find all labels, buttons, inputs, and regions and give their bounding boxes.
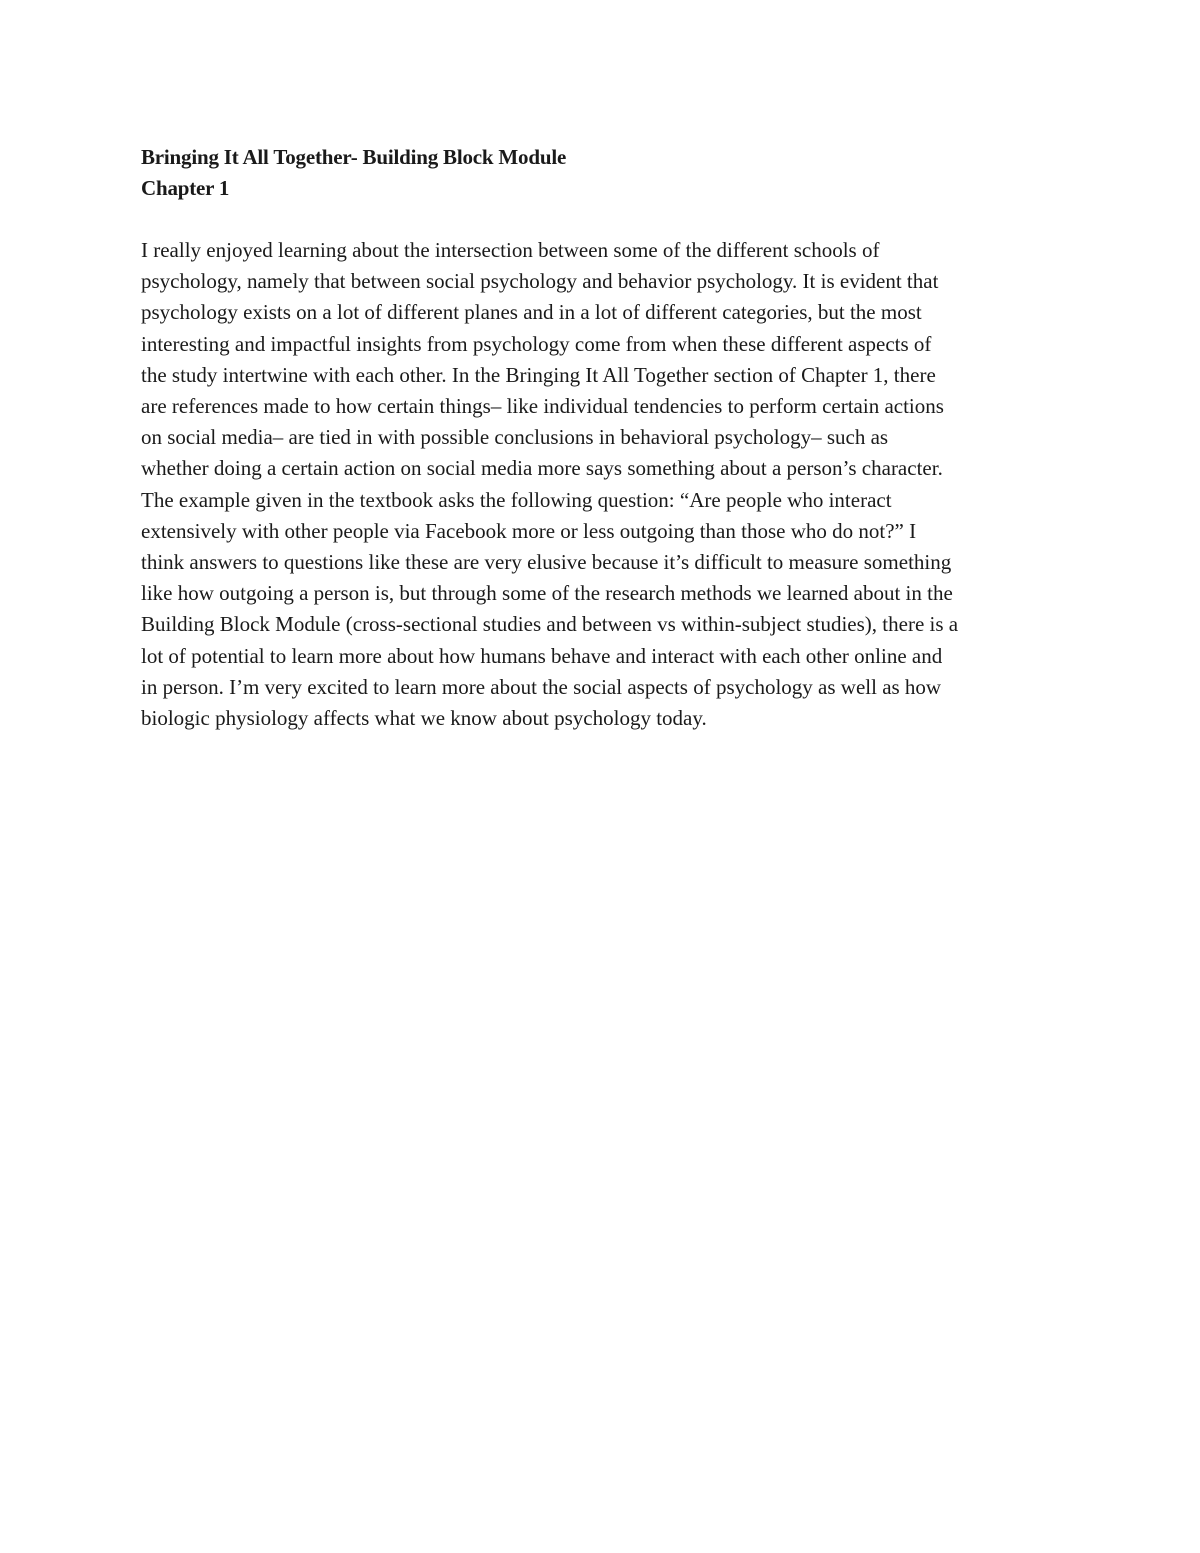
paragraph-line: biologic physiology affects what we know about psychology today.	[141, 706, 707, 731]
paragraph-line: think answers to questions like these are very elusive because it’s difficult to measure something	[141, 550, 952, 575]
document-content	[141, 142, 1071, 734]
paragraph-line: whether doing a certain action on social media more says something about a person’s character.	[141, 456, 943, 481]
paragraph-line: interesting and impactful insights from psychology come from when these different aspects of	[141, 331, 932, 356]
paragraph-line: the study intertwine with each other. In the Bringing It All Together section of Chapter 1, there	[141, 362, 936, 387]
paragraph-line: lot of potential to learn more about how humans behave and interact with each other online and	[141, 643, 943, 668]
paragraph-line: like how outgoing a person is, but through some of the research methods we learned about in the	[141, 581, 953, 606]
paragraph-line: are references made to how certain things– like individual tendencies to perform certain actions	[141, 394, 944, 419]
document-title: Bringing It All Together- Building Block Module	[141, 145, 567, 169]
paragraph-line: psychology, namely that between social psychology and behavior psychology. It is evident that	[141, 269, 939, 294]
paragraph-line: The example given in the textbook asks the following question: “Are people who interact	[141, 487, 892, 512]
paragraph-line: on social media– are tied in with possible conclusions in behavioral psychology– such as	[141, 425, 889, 450]
body-paragraph	[141, 235, 1071, 734]
chapter-heading: Chapter 1	[141, 176, 230, 200]
paragraph-line: I really enjoyed learning about the intersection between some of the different schools of	[141, 238, 880, 262]
paragraph-line: extensively with other people via Facebook more or less outgoing than those who do not?” I	[141, 518, 917, 543]
paragraph-line: Building Block Module (cross-sectional studies and between vs within-subject studies), there is a	[141, 612, 959, 637]
paragraph-line: in person. I’m very excited to learn more about the social aspects of psychology as well as how	[141, 674, 942, 699]
paragraph-line: psychology exists on a lot of different planes and in a lot of different categories, but the most	[141, 300, 922, 325]
